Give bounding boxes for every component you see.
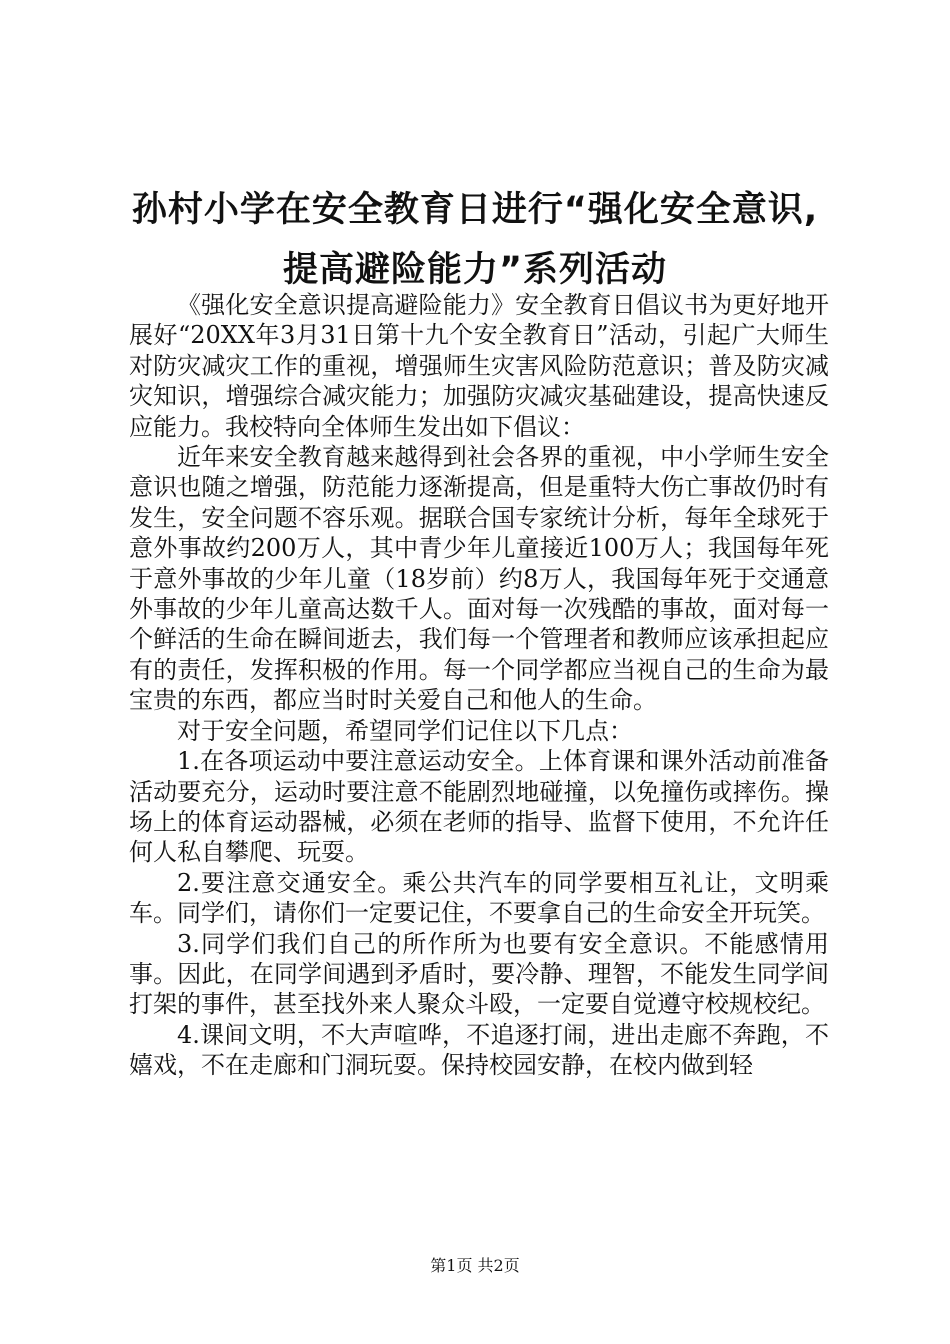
document-title-line-1: 孙村小学在安全教育日进行“强化安全意识, bbox=[131, 190, 819, 230]
page-footer: 第1页 共2页 bbox=[430, 1256, 520, 1275]
document-body bbox=[129, 290, 829, 1081]
paragraph-point-1: 1.在各项运动中要注意运动安全。上体育课和课外活动前准备活动要充分，运动时要注意不能剧烈地碰撞，以免撞伤或摔伤。操场上的体育运动器械，必须在老师的指导、监督下使用，不允许任何人私自攀爬、玩耍。 bbox=[129, 747, 829, 867]
paragraph-point-3: 3.同学们我们自己的所作所为也要有安全意识。不能感情用事。因此，在同学间遇到矛盾时，要冷静、理智，不能发生同学间打架的事件，甚至找外来人聚众斗殴，一定要自觉遵守校规校纪。 bbox=[129, 929, 829, 1019]
document-title-line-2: 提高避险能力”系列活动 bbox=[282, 250, 667, 290]
paragraph-point-4: 4.课间文明，不大声喧哗，不追逐打闹，进出走廊不奔跑，不嬉戏，不在走廊和门洞玩耍。保持校园安静，在校内做到轻 bbox=[129, 1020, 829, 1080]
paragraph-point-2: 2.要注意交通安全。乘公共汽车的同学要相互礼让，文明乘车。同学们，请你们一定要记住，不要拿自己的生命安全开玩笑。 bbox=[129, 868, 829, 928]
paragraph-initiative: 《强化安全意识提高避险能力》安全教育日倡议书为更好地开展好“20XX年3月31日第十九个安全教育日”活动，引起广大师生对防灾减灾工作的重视，增强师生灾害风险防范意识；普及防灾减灾知识，增强综合减灾能力；加强防灾减灾基础建设，提高快速反应能力。我校特向全体师生发出如下倡议： bbox=[129, 291, 829, 441]
paragraph-background: 近年来安全教育越来越得到社会各界的重视，中小学师生安全意识也随之增强，防范能力逐渐提高，但是重特大伤亡事故仍时有发生，安全问题不容乐观。据联合国专家统计分析，每年全球死于意外事故约200万人，其中青少年儿童接近100万人；我国每年死于意外事故的少年儿童（18岁前）约8万人，我国每年死于交通意外事故的少年儿童高达数千人。面对每一次残酷的事故，面对每一个鲜活的生命在瞬间逝去，我们每一个管理者和教师应该承担起应有的责任，发挥积极的作用。每一个同学都应当视自己的生命为最宝贵的东西，都应当时时关爱自己和他人的生命。 bbox=[129, 443, 829, 715]
paragraph-points-intro: 对于安全问题，希望同学们记住以下几点： bbox=[177, 716, 633, 745]
